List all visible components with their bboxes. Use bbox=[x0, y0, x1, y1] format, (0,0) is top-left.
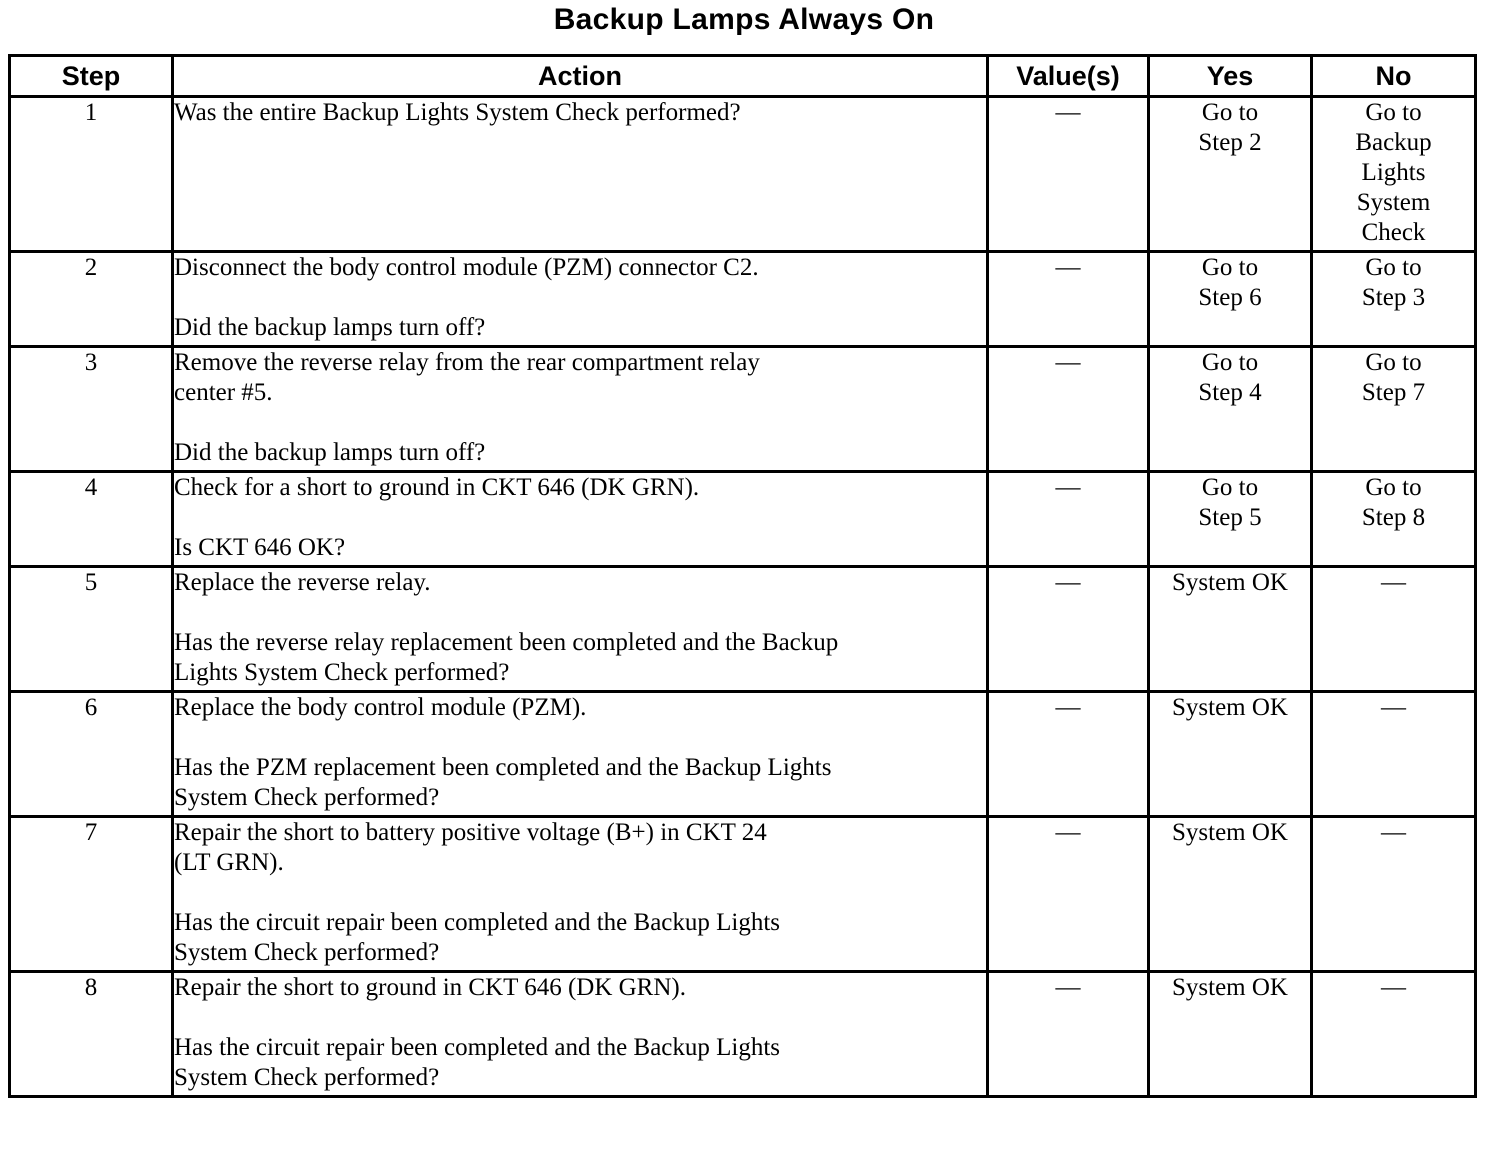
yes-cell bbox=[1149, 97, 1312, 252]
value-cell: — bbox=[988, 972, 1149, 1097]
action-cell bbox=[173, 97, 988, 252]
table-row bbox=[10, 817, 1476, 972]
diagnostic-table bbox=[8, 54, 1477, 1098]
no-text: Go to Step 7 bbox=[1361, 349, 1426, 406]
table-row bbox=[10, 972, 1476, 1097]
value-cell: — bbox=[988, 97, 1149, 252]
action-cell bbox=[173, 347, 988, 472]
step-header: Step bbox=[10, 56, 173, 97]
step-number: 2 bbox=[10, 252, 173, 347]
yes-text: System OK bbox=[1172, 974, 1288, 1001]
step-number: 5 bbox=[10, 567, 173, 692]
action-question: Has the reverse relay replacement been completed and the Backup Lights System Check performed? bbox=[174, 629, 839, 686]
yes-text: System OK bbox=[1172, 819, 1288, 846]
action-question: Has the circuit repair been completed and the Backup Lights System Check performed? bbox=[174, 909, 781, 966]
value-cell: — bbox=[988, 252, 1149, 347]
no-cell bbox=[1312, 97, 1476, 252]
action-question: Has the circuit repair been completed and the Backup Lights System Check performed? bbox=[174, 1034, 781, 1091]
yes-text: System OK bbox=[1172, 694, 1288, 721]
action-text: Repair the short to battery positive voltage (B+) in CKT 24 (LT GRN). bbox=[174, 819, 767, 876]
action-cell bbox=[173, 567, 988, 692]
yes-cell bbox=[1149, 252, 1312, 347]
yes-cell bbox=[1149, 817, 1312, 972]
no-cell bbox=[1312, 567, 1476, 692]
table-row bbox=[10, 252, 1476, 347]
step-number: 6 bbox=[10, 692, 173, 817]
yes-text: Go to Step 2 bbox=[1198, 99, 1262, 156]
header-row bbox=[10, 56, 1476, 97]
action-cell bbox=[173, 692, 988, 817]
action-question: Is CKT 646 OK? bbox=[174, 534, 346, 561]
action-question: Did the backup lamps turn off? bbox=[174, 314, 486, 341]
step-number: 8 bbox=[10, 972, 173, 1097]
yes-text: Go to Step 5 bbox=[1198, 474, 1262, 531]
action-text: Was the entire Backup Lights System Check performed? bbox=[174, 99, 741, 126]
no-cell bbox=[1312, 972, 1476, 1097]
no-text: — bbox=[1381, 694, 1406, 721]
action-question: Did the backup lamps turn off? bbox=[174, 439, 486, 466]
no-text: — bbox=[1381, 569, 1406, 596]
table-row bbox=[10, 567, 1476, 692]
action-text: Replace the reverse relay. bbox=[174, 569, 431, 596]
yes-cell bbox=[1149, 567, 1312, 692]
yes-text: Go to Step 4 bbox=[1198, 349, 1262, 406]
step-number: 7 bbox=[10, 817, 173, 972]
no-text: Go to Step 3 bbox=[1361, 254, 1426, 311]
step-number: 3 bbox=[10, 347, 173, 472]
table-row bbox=[10, 97, 1476, 252]
action-cell bbox=[173, 817, 988, 972]
yes-header: Yes bbox=[1149, 56, 1312, 97]
action-text: Check for a short to ground in CKT 646 (DK GRN). bbox=[174, 474, 700, 501]
no-text: — bbox=[1381, 819, 1406, 846]
yes-text: System OK bbox=[1172, 569, 1288, 596]
action-text: Disconnect the body control module (PZM) connector C2. bbox=[174, 254, 759, 281]
values-header: Value(s) bbox=[988, 56, 1149, 97]
action-cell bbox=[173, 972, 988, 1097]
step-number: 1 bbox=[10, 97, 173, 252]
no-cell bbox=[1312, 252, 1476, 347]
value-cell: — bbox=[988, 567, 1149, 692]
no-cell bbox=[1312, 817, 1476, 972]
yes-cell bbox=[1149, 692, 1312, 817]
page-title: Backup Lamps Always On bbox=[553, 3, 935, 36]
yes-text: Go to Step 6 bbox=[1198, 254, 1262, 311]
value-cell: — bbox=[988, 472, 1149, 567]
action-question: Has the PZM replacement been completed and the Backup Lights System Check performed? bbox=[174, 754, 832, 811]
action-text: Remove the reverse relay from the rear compartment relay center #5. bbox=[174, 349, 760, 406]
value-cell: — bbox=[988, 692, 1149, 817]
action-cell bbox=[173, 472, 988, 567]
action-text: Repair the short to ground in CKT 646 (DK GRN). bbox=[174, 974, 686, 1001]
no-cell bbox=[1312, 472, 1476, 567]
action-text: Replace the body control module (PZM). bbox=[174, 694, 587, 721]
action-cell bbox=[173, 252, 988, 347]
no-cell bbox=[1312, 692, 1476, 817]
action-header: Action bbox=[173, 56, 988, 97]
no-cell bbox=[1312, 347, 1476, 472]
yes-cell bbox=[1149, 347, 1312, 472]
yes-cell bbox=[1149, 472, 1312, 567]
no-text: Go to Backup Lights System Check bbox=[1355, 99, 1432, 246]
table-row bbox=[10, 692, 1476, 817]
value-cell: — bbox=[988, 347, 1149, 472]
no-header: No bbox=[1312, 56, 1476, 97]
table-row bbox=[10, 472, 1476, 567]
yes-cell bbox=[1149, 972, 1312, 1097]
no-text: Go to Step 8 bbox=[1361, 474, 1426, 531]
no-text: — bbox=[1381, 974, 1406, 1001]
value-cell: — bbox=[988, 817, 1149, 972]
table-row bbox=[10, 347, 1476, 472]
step-number: 4 bbox=[10, 472, 173, 567]
